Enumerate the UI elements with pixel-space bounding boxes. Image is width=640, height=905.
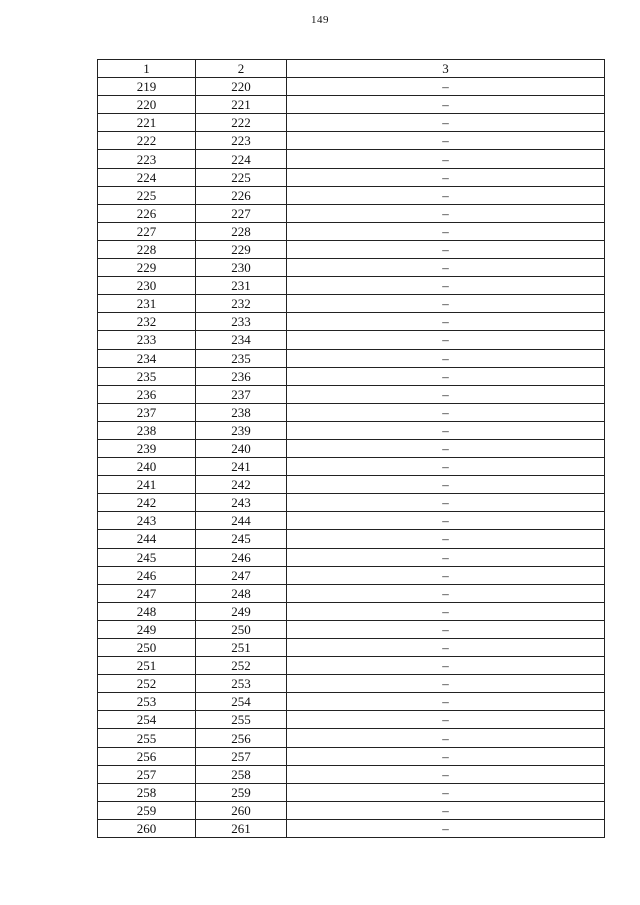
table-row	[98, 458, 605, 476]
cell-col-1: 260	[98, 819, 196, 837]
cell-col-3: –	[287, 96, 605, 114]
table-row	[98, 729, 605, 747]
cell-col-3: –	[287, 530, 605, 548]
table-row	[98, 548, 605, 566]
cell-col-3: –	[287, 620, 605, 638]
table-row	[98, 186, 605, 204]
table-row	[98, 367, 605, 385]
table-row	[98, 801, 605, 819]
cell-col-2: 231	[196, 277, 287, 295]
table-row	[98, 494, 605, 512]
cell-col-3: –	[287, 132, 605, 150]
cell-col-1: 224	[98, 168, 196, 186]
cell-col-2: 260	[196, 801, 287, 819]
cell-col-1: 246	[98, 566, 196, 584]
cell-col-1: 247	[98, 584, 196, 602]
column-header-2: 2	[196, 60, 287, 78]
cell-col-1: 219	[98, 78, 196, 96]
table-row	[98, 439, 605, 457]
table-row	[98, 295, 605, 313]
table-row	[98, 349, 605, 367]
cell-col-3: –	[287, 512, 605, 530]
table-row	[98, 711, 605, 729]
cell-col-1: 225	[98, 186, 196, 204]
table-row	[98, 584, 605, 602]
cell-col-1: 236	[98, 385, 196, 403]
table-row	[98, 150, 605, 168]
cell-col-1: 222	[98, 132, 196, 150]
cell-col-2: 253	[196, 675, 287, 693]
cell-col-2: 230	[196, 259, 287, 277]
cell-col-1: 220	[98, 96, 196, 114]
cell-col-2: 243	[196, 494, 287, 512]
cell-col-3: –	[287, 222, 605, 240]
cell-col-2: 261	[196, 819, 287, 837]
cell-col-1: 248	[98, 602, 196, 620]
cell-col-3: –	[287, 277, 605, 295]
cell-col-1: 223	[98, 150, 196, 168]
table-row	[98, 96, 605, 114]
cell-col-1: 239	[98, 439, 196, 457]
cell-col-2: 249	[196, 602, 287, 620]
data-table-container	[97, 59, 604, 838]
table-row	[98, 421, 605, 439]
cell-col-2: 223	[196, 132, 287, 150]
cell-col-1: 241	[98, 476, 196, 494]
table-row	[98, 385, 605, 403]
table-row	[98, 620, 605, 638]
table-row	[98, 657, 605, 675]
cell-col-1: 228	[98, 240, 196, 258]
cell-col-2: 251	[196, 639, 287, 657]
cell-col-2: 245	[196, 530, 287, 548]
cell-col-3: –	[287, 295, 605, 313]
cell-col-2: 254	[196, 693, 287, 711]
cell-col-1: 227	[98, 222, 196, 240]
table-row	[98, 639, 605, 657]
page-number: 149	[311, 14, 329, 26]
cell-col-3: –	[287, 476, 605, 494]
table-row	[98, 747, 605, 765]
cell-col-1: 234	[98, 349, 196, 367]
table-body	[98, 78, 605, 838]
table-row	[98, 403, 605, 421]
cell-col-1: 221	[98, 114, 196, 132]
cell-col-1: 240	[98, 458, 196, 476]
cell-col-2: 222	[196, 114, 287, 132]
cell-col-1: 249	[98, 620, 196, 638]
table-row	[98, 693, 605, 711]
table-row	[98, 259, 605, 277]
cell-col-2: 244	[196, 512, 287, 530]
table-row	[98, 78, 605, 96]
cell-col-3: –	[287, 819, 605, 837]
cell-col-2: 225	[196, 168, 287, 186]
table-row	[98, 240, 605, 258]
cell-col-3: –	[287, 204, 605, 222]
cell-col-1: 245	[98, 548, 196, 566]
data-table	[97, 59, 605, 838]
cell-col-2: 227	[196, 204, 287, 222]
cell-col-3: –	[287, 367, 605, 385]
cell-col-3: –	[287, 639, 605, 657]
cell-col-1: 258	[98, 783, 196, 801]
table-row	[98, 512, 605, 530]
table-row	[98, 675, 605, 693]
table-row	[98, 476, 605, 494]
cell-col-3: –	[287, 403, 605, 421]
table-row	[98, 114, 605, 132]
cell-col-3: –	[287, 78, 605, 96]
cell-col-3: –	[287, 240, 605, 258]
cell-col-1: 259	[98, 801, 196, 819]
table-row	[98, 222, 605, 240]
cell-col-2: 226	[196, 186, 287, 204]
cell-col-3: –	[287, 675, 605, 693]
cell-col-3: –	[287, 114, 605, 132]
cell-col-1: 250	[98, 639, 196, 657]
cell-col-2: 237	[196, 385, 287, 403]
cell-col-2: 256	[196, 729, 287, 747]
cell-col-1: 251	[98, 657, 196, 675]
table-row	[98, 765, 605, 783]
cell-col-2: 247	[196, 566, 287, 584]
cell-col-2: 250	[196, 620, 287, 638]
cell-col-1: 254	[98, 711, 196, 729]
cell-col-1: 237	[98, 403, 196, 421]
cell-col-3: –	[287, 566, 605, 584]
cell-col-1: 231	[98, 295, 196, 313]
table-row	[98, 530, 605, 548]
cell-col-2: 224	[196, 150, 287, 168]
cell-col-2: 229	[196, 240, 287, 258]
cell-col-2: 232	[196, 295, 287, 313]
cell-col-3: –	[287, 747, 605, 765]
header-row	[98, 60, 605, 78]
cell-col-2: 238	[196, 403, 287, 421]
cell-col-1: 244	[98, 530, 196, 548]
table-row	[98, 819, 605, 837]
cell-col-3: –	[287, 711, 605, 729]
cell-col-3: –	[287, 693, 605, 711]
cell-col-3: –	[287, 331, 605, 349]
cell-col-1: 233	[98, 331, 196, 349]
table-row	[98, 132, 605, 150]
cell-col-3: –	[287, 548, 605, 566]
cell-col-1: 238	[98, 421, 196, 439]
cell-col-3: –	[287, 349, 605, 367]
cell-col-1: 226	[98, 204, 196, 222]
cell-col-3: –	[287, 765, 605, 783]
cell-col-1: 242	[98, 494, 196, 512]
cell-col-2: 234	[196, 331, 287, 349]
cell-col-2: 228	[196, 222, 287, 240]
cell-col-2: 221	[196, 96, 287, 114]
cell-col-3: –	[287, 729, 605, 747]
cell-col-2: 240	[196, 439, 287, 457]
cell-col-3: –	[287, 150, 605, 168]
table-row	[98, 566, 605, 584]
cell-col-2: 220	[196, 78, 287, 96]
cell-col-2: 259	[196, 783, 287, 801]
cell-col-2: 235	[196, 349, 287, 367]
table-row	[98, 331, 605, 349]
cell-col-1: 255	[98, 729, 196, 747]
cell-col-1: 243	[98, 512, 196, 530]
column-header-1: 1	[98, 60, 196, 78]
cell-col-2: 236	[196, 367, 287, 385]
cell-col-1: 232	[98, 313, 196, 331]
cell-col-1: 230	[98, 277, 196, 295]
cell-col-3: –	[287, 186, 605, 204]
cell-col-2: 252	[196, 657, 287, 675]
table-row	[98, 277, 605, 295]
table-header	[98, 60, 605, 78]
cell-col-3: –	[287, 602, 605, 620]
cell-col-3: –	[287, 801, 605, 819]
cell-col-2: 233	[196, 313, 287, 331]
cell-col-3: –	[287, 421, 605, 439]
cell-col-2: 239	[196, 421, 287, 439]
cell-col-1: 256	[98, 747, 196, 765]
cell-col-2: 242	[196, 476, 287, 494]
cell-col-1: 252	[98, 675, 196, 693]
column-header-3: 3	[287, 60, 605, 78]
table-row	[98, 168, 605, 186]
cell-col-3: –	[287, 168, 605, 186]
cell-col-3: –	[287, 584, 605, 602]
cell-col-1: 235	[98, 367, 196, 385]
cell-col-1: 253	[98, 693, 196, 711]
cell-col-3: –	[287, 385, 605, 403]
cell-col-2: 246	[196, 548, 287, 566]
table-row	[98, 783, 605, 801]
table-row	[98, 602, 605, 620]
cell-col-3: –	[287, 458, 605, 476]
cell-col-2: 257	[196, 747, 287, 765]
cell-col-1: 229	[98, 259, 196, 277]
cell-col-3: –	[287, 259, 605, 277]
cell-col-3: –	[287, 657, 605, 675]
table-row	[98, 313, 605, 331]
cell-col-3: –	[287, 313, 605, 331]
cell-col-2: 258	[196, 765, 287, 783]
table-row	[98, 204, 605, 222]
cell-col-2: 241	[196, 458, 287, 476]
cell-col-3: –	[287, 494, 605, 512]
cell-col-3: –	[287, 783, 605, 801]
cell-col-2: 255	[196, 711, 287, 729]
cell-col-2: 248	[196, 584, 287, 602]
cell-col-3: –	[287, 439, 605, 457]
cell-col-1: 257	[98, 765, 196, 783]
